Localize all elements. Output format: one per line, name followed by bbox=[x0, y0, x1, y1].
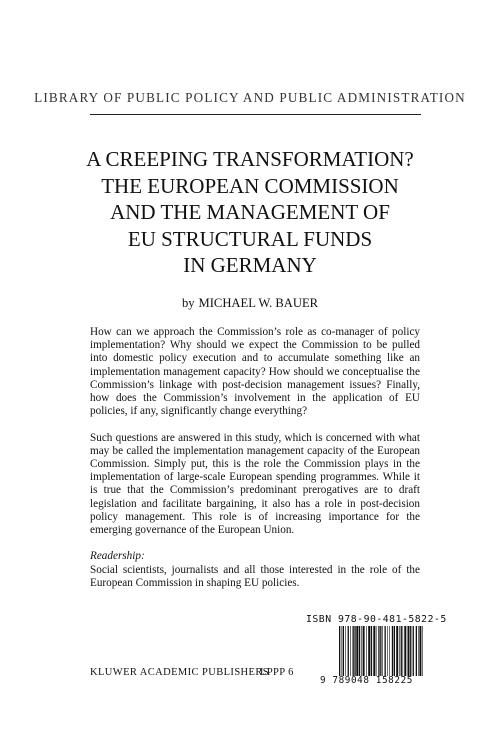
barcode-bar bbox=[385, 626, 386, 676]
barcode-bar bbox=[416, 626, 417, 676]
ean-number: 9 789048 158225 bbox=[320, 675, 413, 686]
blurb-paragraph: Such questions are answered in this study, which is concerned with what may be called the implementation management capacity of the European Commission. Simply put, this is the role the Commission plays in the implementation of large-scale European spending programmes. While it is true that the Commission’s predominant prerogatives are to draft legislation and facilitate bargaining, it also has a role in post-decision policy management. This role is of increasing importance for the emerging governance of the European Union. bbox=[90, 431, 420, 537]
barcode-bar bbox=[410, 626, 411, 676]
barcode-bar bbox=[368, 626, 370, 676]
barcode-bar bbox=[353, 626, 354, 676]
isbn-label: ISBN 978-90-481-5822-5 bbox=[306, 614, 447, 625]
blurb-paragraph: How can we approach the Commission’s role as co-manager of policy implementation? Why should we expect the Commission to be pulled into domestic policy execution and to accumulate something like an implementation management capacity? How should we conceptualise the Commission’s linkage with post-decision management issues? Finally, how does the Commission’s involvement in the application of EU policies, if any, significantly change everything? bbox=[90, 326, 420, 418]
barcode-bar bbox=[343, 626, 344, 676]
barcode-bar bbox=[422, 626, 423, 676]
barcode-bar bbox=[394, 626, 395, 676]
barcode-bar bbox=[371, 626, 372, 676]
barcode-bar bbox=[342, 626, 343, 676]
barcode-bar bbox=[339, 626, 340, 676]
readership-text: Social scientists, journalists and all those interested in the role of the European Commission in shaping EU policies. bbox=[90, 563, 420, 589]
barcode-bar bbox=[418, 626, 419, 676]
barcode-bar bbox=[380, 626, 381, 676]
title-line: A CREEPING TRANSFORMATION? bbox=[86, 147, 414, 171]
blurb bbox=[90, 326, 420, 603]
barcode-bar bbox=[373, 626, 375, 676]
series-title: LIBRARY OF PUBLIC POLICY AND PUBLIC ADMINISTRATION bbox=[34, 90, 466, 105]
barcode-bar bbox=[389, 626, 390, 676]
barcode-bar bbox=[354, 626, 355, 676]
barcode-bar bbox=[387, 626, 388, 676]
barcode-bar bbox=[356, 626, 358, 676]
series-number: LPPP 6 bbox=[260, 667, 294, 678]
barcode-bar bbox=[363, 626, 365, 676]
title-line: EU STRUCTURAL FUNDS bbox=[127, 226, 373, 251]
barcode-bar bbox=[404, 626, 406, 676]
barcode-bar bbox=[378, 626, 379, 676]
barcode-bar bbox=[399, 626, 400, 676]
readership-heading: Readership: bbox=[90, 550, 145, 563]
barcode-bar bbox=[350, 626, 351, 676]
publisher-name: KLUWER ACADEMIC PUBLISHERS bbox=[90, 667, 269, 678]
title-line: IN GERMANY bbox=[183, 253, 317, 277]
author-name: MICHAEL W. BAUER bbox=[198, 296, 319, 310]
barcode-bar bbox=[396, 626, 398, 676]
author-line bbox=[0, 296, 500, 311]
barcode-bars bbox=[339, 626, 423, 676]
divider-rule bbox=[90, 114, 421, 115]
barcode-bar bbox=[361, 626, 362, 676]
title-line: AND THE MANAGEMENT OF bbox=[110, 200, 390, 224]
barcode-bar bbox=[392, 626, 393, 676]
barcode-bar bbox=[419, 626, 421, 676]
barcode-bar bbox=[366, 626, 367, 676]
barcode-bar bbox=[348, 626, 349, 676]
book-title bbox=[40, 146, 460, 279]
barcode-bar bbox=[376, 626, 377, 676]
barcode-bar bbox=[408, 626, 410, 676]
barcode-bar bbox=[382, 626, 383, 676]
barcode-bar bbox=[413, 626, 414, 676]
author-prefix: by bbox=[181, 296, 195, 310]
barcode-bar bbox=[345, 626, 346, 676]
barcode-bar bbox=[359, 626, 360, 676]
title-line: THE EUROPEAN COMMISSION bbox=[101, 173, 399, 198]
barcode-bar bbox=[403, 626, 404, 676]
barcode-bar bbox=[401, 626, 402, 676]
